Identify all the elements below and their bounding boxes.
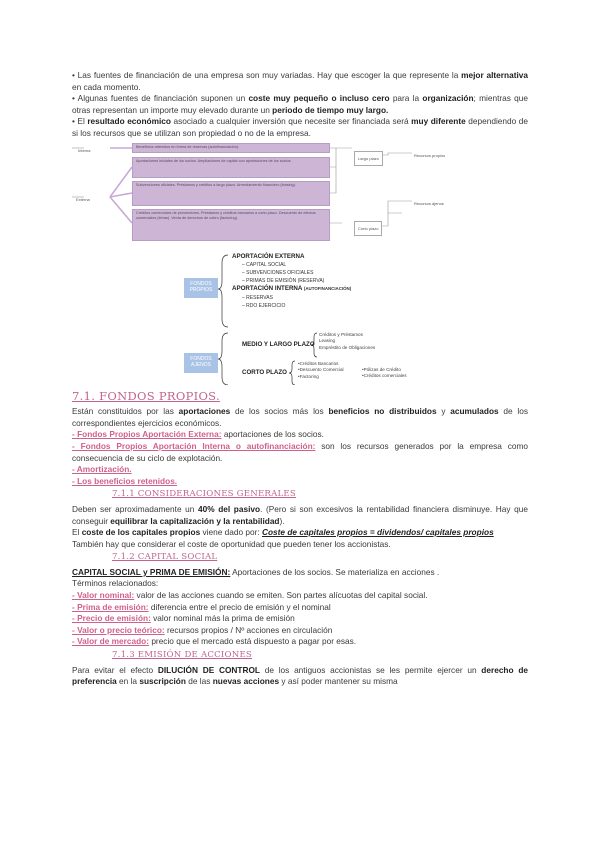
s711-paragraph-2: El coste de los capitales propios viene dado por: Coste de capitales propios = dividendos/ capitales propios — [72, 527, 494, 538]
externa-label: Externa — [76, 196, 90, 202]
s71-list-2: - Fondos Propios Aportación Interna o autofinanciación: son los recursos generados por la empresa como consecuencia de su ciclo de explotación. — [72, 440, 528, 463]
diagram1-box-autofinanciacion: Beneficios retenidos en forma de reservas (autofinanciación). — [132, 143, 330, 153]
s71-list-4: - Los beneficios retenidos. — [72, 475, 178, 486]
s713-paragraph-1: Para evitar el efecto DILUCIÓN DE CONTROL de los antiguos accionistas se les permite ejercer un derecho de preferencia en la suscripción de las nuevas acciones y así poder mantener su misma — [72, 664, 528, 687]
term-precio-emision: - Precio de emisión: valor nominal más la prima de emisión — [72, 613, 295, 624]
corto-plazo-col2: •Pólizas de Crédito •Créditos comerciales — [362, 366, 407, 379]
medio-largo-plazo: MEDIO Y LARGO PLAZO — [242, 340, 315, 348]
item-primas: – PRIMAS DE EMISIÓN (RESERVA) — [242, 278, 325, 285]
s712-paragraph-1: CAPITAL SOCIAL y PRIMA DE EMISIÓN: Aportaciones de los socios. Se materializa en acciones . — [72, 566, 440, 577]
diagram1-box-corto-plazo: Créditos comerciales de proveedores. Préstamos y créditos bancarios a corto plazo. Descuento de efectos comerciales (letras). Venta de derechos de cobro (factoring). — [132, 209, 330, 241]
term-prima-emision: - Prima de emisión: diferencia entre el precio de emisión y el nominal — [72, 601, 331, 612]
fondos-propios-box: FONDOS PROPIOS — [184, 278, 218, 298]
heading-7-1-1: 7.1.1 CONSIDERACIONES GENERALES — [112, 489, 296, 500]
fondos-diagram — [72, 253, 528, 385]
corto-plazo-box: Corto plazo — [354, 221, 382, 237]
fondos-ajenos-box: FONDOS AJENOS — [184, 353, 218, 373]
document-page — [72, 70, 528, 688]
heading-7-1-2: 7.1.2 CAPITAL SOCIAL — [112, 552, 218, 563]
largo-plazo-box: Largo plazo — [354, 151, 383, 167]
item-capital-social: – CAPITAL SOCIAL — [242, 261, 287, 268]
item-reservas: – RESERVAS — [242, 294, 273, 301]
corto-plazo-col1: •Créditos Bancarios •Descuento Comercial •Factoring — [298, 360, 344, 379]
intro-bullet-3: • El resultado económico asociado a cualquier inversión que necesite ser financiada será muy diferente dependiendo de si los recursos que se utilizan son propiedad o no de la empresa. — [72, 116, 529, 138]
diagram1-box-aportaciones: Aportaciones iniciales de los socios. Ampliaciones de capital con aportaciones de los socios. — [132, 157, 330, 178]
s71-paragraph: Están constituidos por las aportaciones de los socios más los beneficios no distribuidos y acumulados de los correspondientes ejercicios económicos. — [72, 406, 529, 428]
s711-paragraph-3: También hay que considerar el coste de oportunidad que pueden tener los accionistas. — [72, 538, 391, 549]
fondos-propios-list: APORTACIÓN EXTERNA – CAPITAL SOCIAL – SUBVENCIONES OFICIALES – PRIMAS DE EMISIÓN (RESERVA) APORTACIÓN INTERNA (AUTOFINANCIACIÓN) – RESERVAS – RDO EJERCICIO — [232, 252, 352, 309]
interna-label: Interna — [78, 147, 91, 153]
financing-sources-diagram — [72, 143, 528, 249]
item-subvenciones: – SUBVENCIONES OFICIALES — [242, 269, 314, 276]
diagram1-box-largo-plazo: Subvenciones oficiales. Préstamos y créditos a largo plazo. Arrendamiento financiero (leasing). — [132, 181, 330, 206]
s71-list-1: - Fondos Propios Aportación Externa: aportaciones de los socios. — [72, 429, 324, 440]
term-valor-mercado: - Valor de mercado: precio que el mercado está dispuesto a pagar por esas. — [72, 636, 357, 647]
item-rdo-ejercicio: – RDO EJERCICIO — [242, 302, 286, 309]
heading-7-1: 7.1. FONDOS PROPIOS. — [72, 388, 220, 403]
corto-plazo: CORTO PLAZO — [242, 368, 287, 376]
intro-bullet-1: • Las fuentes de financiación de una empresa son muy variadas. Hay que escoger la que represente la mejor alternativa en cada momento. — [72, 70, 528, 92]
heading-7-1-3: 7.1.3 EMISIÓN DE ACCIONES — [112, 650, 253, 661]
term-valor-nominal: - Valor nominal: valor de las acciones cuando se emiten. Son partes alícuotas del capital social. — [72, 590, 428, 601]
medio-largo-items: Créditos y Préstamos Leasing Empréstito de Obligaciones — [319, 331, 376, 350]
recursos-propios-label: Recursos propios — [414, 152, 446, 158]
aportacion-externa: APORTACIÓN EXTERNA — [232, 252, 305, 260]
s71-list-3: - Amortización. — [72, 464, 132, 475]
intro-bullet-2: • Algunas fuentes de financiación suponen un coste muy pequeño o incluso cero para la organización; mientras que otras representan un importe muy elevado durante un periodo de tiempo muy largo. — [72, 93, 528, 115]
s712-paragraph-2: Términos relacionados: — [72, 578, 159, 589]
aportacion-interna: APORTACIÓN INTERNA — [232, 285, 303, 293]
recursos-ajenos-label: Recursos ajenos — [414, 200, 444, 206]
term-valor-teorico: - Valor o precio teórico: recursos propios / Nº acciones en circulación — [72, 624, 333, 635]
s711-paragraph-1: Deben ser aproximadamente un 40% del pasivo. (Pero si son excesivos la rentabilidad financiera disminuye. Hay que conseguir equilibrar la capitalización y la rentabilidad). — [72, 503, 528, 526]
